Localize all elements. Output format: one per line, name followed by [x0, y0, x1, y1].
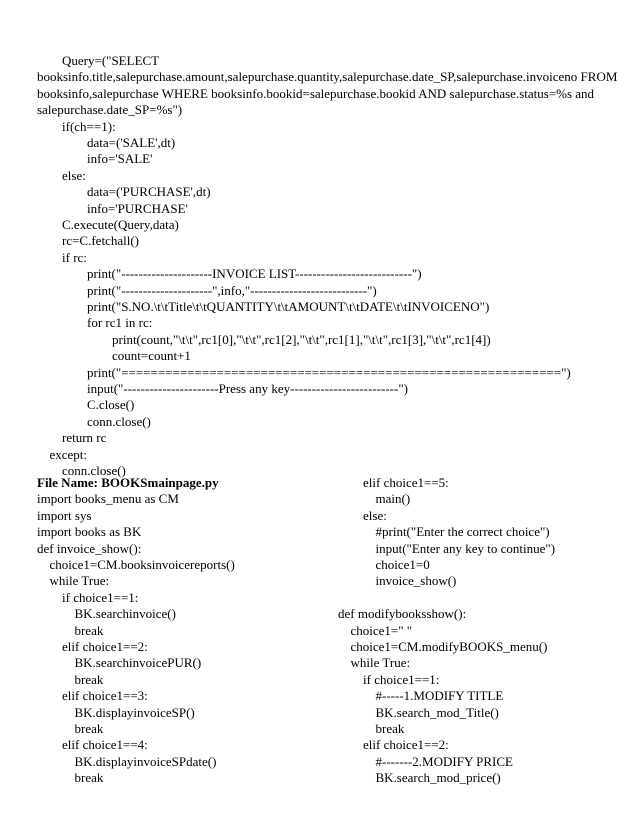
code-line: data=('SALE',dt): [87, 135, 176, 150]
code-line: if choice1==1:: [62, 589, 139, 605]
code-line: choice1=" ": [350, 622, 413, 638]
code-line: print(count,"\t\t",rc1[0],"\t\t",rc1[2],"\t\t",rc1[1],"\t\t",rc1[3],"\t\t",rc1[4]): [112, 331, 491, 347]
code-line: choice1=CM.booksinvoicereports(): [49, 557, 235, 572]
code-line: info='SALE': [87, 151, 153, 167]
code-line: def modifybooksshow():: [338, 606, 467, 622]
code-line: count=count+1: [112, 348, 191, 364]
code-line: except:: [49, 446, 88, 462]
code-line: BK.search_mod_Title(): [375, 704, 499, 720]
code-line: invoice_show(): [375, 573, 457, 589]
code-line: conn.close(): [62, 463, 126, 478]
code-line: conn.close(): [87, 413, 151, 429]
code-line: elif choice1==3:: [62, 688, 148, 704]
code-line: else:: [363, 507, 387, 523]
code-line: C.close(): [87, 397, 135, 413]
code-line: input("Enter any key to continue"): [375, 540, 556, 556]
code-line: booksinfo,salepurchase WHERE booksinfo.bookid=salepurchase.bookid AND salepurchase.status=%s and: [37, 85, 595, 101]
code-line: booksinfo.title,salepurchase.amount,salepurchase.quantity,salepurchase.date_SP,salepurchase.invoiceno FROM: [37, 69, 618, 85]
code-line: #print("Enter the correct choice"): [375, 524, 550, 540]
code-line: elif choice1==2:: [62, 639, 148, 654]
code-line: if choice1==1:: [363, 671, 440, 687]
code-line: data=('PURCHASE',dt): [87, 184, 211, 200]
code-line: break: [74, 770, 104, 786]
code-line: break: [74, 622, 104, 638]
code-line: BK.search_mod_price(): [375, 770, 501, 786]
code-line: elif choice1==2:: [363, 737, 449, 753]
code-line: while True:: [350, 655, 411, 671]
code-line: rc=C.fetchall(): [62, 233, 139, 249]
code-line: def invoice_show():: [37, 540, 142, 556]
code-line: print("S.NO.\t\tTitle\t\tQUANTITY\t\tAMOUNT\t\tDATE\t\tINVOICENO"): [87, 299, 490, 314]
code-line: else:: [62, 167, 86, 183]
code-line: elif choice1==4:: [62, 737, 148, 753]
code-line: BK.displayinvoiceSPdate(): [74, 753, 217, 769]
code-line: info='PURCHASE': [87, 200, 188, 216]
code-line: choice1=CM.modifyBOOKS_menu(): [350, 639, 548, 654]
code-line: break: [375, 721, 405, 736]
code-line: return rc: [62, 430, 107, 446]
code-line: elif choice1==5:: [363, 475, 449, 490]
code-line: Query=("SELECT: [62, 53, 160, 68]
code-line: if(ch==1):: [62, 118, 116, 134]
code-line: BK.searchinvoicePUR(): [74, 655, 202, 671]
code-line: import sys: [37, 507, 92, 523]
code-line: main(): [375, 491, 411, 507]
code-line: if rc:: [62, 249, 87, 265]
code-line: salepurchase.date_SP=%s"): [37, 102, 183, 118]
code-line: print("---------------------",info,"---------------------------"): [87, 282, 377, 298]
code-line: input("----------------------Press any key-------------------------"): [87, 381, 408, 396]
code-line: import books as BK: [37, 524, 142, 540]
code-line: BK.displayinvoiceSP(): [74, 704, 195, 720]
code-line: #-----1.MODIFY TITLE: [375, 688, 504, 704]
code-line: while True:: [49, 573, 110, 589]
code-line: print("============================================================"): [87, 364, 571, 380]
code-line: #-------2.MODIFY PRICE: [375, 753, 513, 769]
code-line: print("---------------------INVOICE LIST---------------------------"): [87, 266, 422, 282]
code-line: for rc1 in rc:: [87, 315, 153, 331]
code-line: C.execute(Query,data): [62, 217, 179, 232]
code-line: break: [74, 671, 104, 687]
code-line: BK.searchinvoice(): [74, 606, 176, 622]
code-line: File Name: BOOKSmainpage.py: [37, 475, 219, 490]
code-line: choice1=0: [375, 557, 430, 572]
code-line: break: [74, 721, 104, 736]
code-line: import books_menu as CM: [37, 491, 179, 507]
